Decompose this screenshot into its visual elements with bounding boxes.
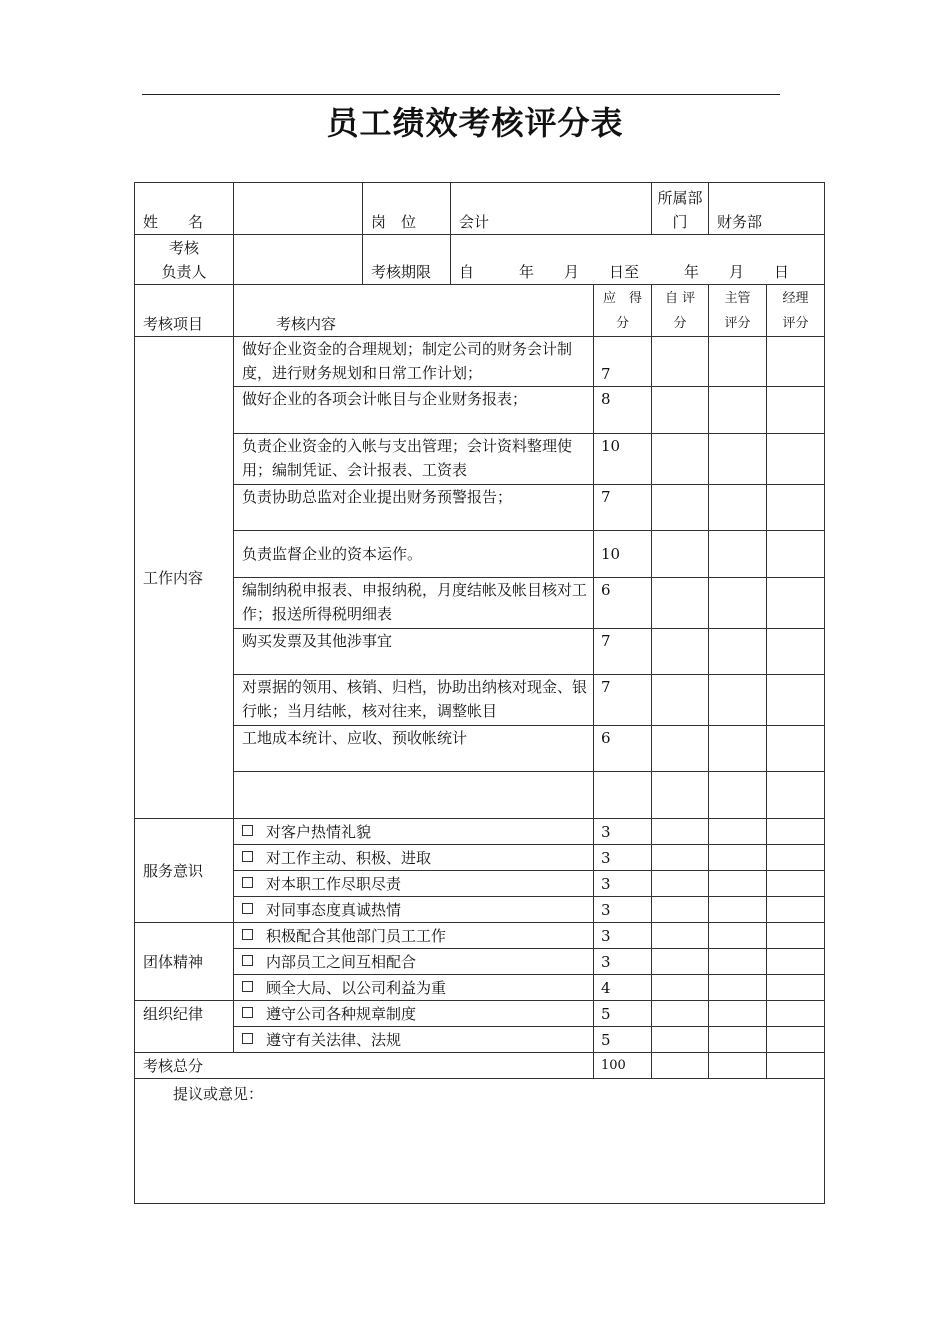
table-row <box>135 629 825 675</box>
total-row <box>135 1053 825 1079</box>
gm-total-cell[interactable] <box>767 1053 825 1079</box>
manager-score-cell[interactable] <box>709 975 767 1001</box>
manager-score-cell[interactable] <box>709 726 767 772</box>
gm-score-cell[interactable] <box>767 772 825 819</box>
checklist-item-text: 对同事态度真诚热情 <box>266 901 402 919</box>
manager-score-cell[interactable] <box>709 923 767 949</box>
self-score-cell[interactable] <box>652 337 709 387</box>
work-item-text: 编制纳税申报表、申报纳税，月度结帐及帐目核对工作；报送所得税明细表 <box>234 578 594 629</box>
header-rule <box>142 94 780 95</box>
reviewer-label-line2: 负责人 <box>161 263 207 281</box>
gm-score-cell[interactable] <box>767 531 825 578</box>
checkbox-icon[interactable] <box>242 825 253 836</box>
self-score-cell[interactable] <box>652 629 709 675</box>
self-score-cell[interactable] <box>652 897 709 923</box>
item-score: 3 <box>594 819 652 845</box>
manager-score-cell[interactable] <box>709 387 767 434</box>
checklist-item <box>234 949 594 975</box>
gm-score-cell[interactable] <box>767 337 825 387</box>
work-item-score: 7 <box>594 675 652 726</box>
self-score-cell[interactable] <box>652 675 709 726</box>
manager-score-cell[interactable] <box>709 434 767 485</box>
dept-field[interactable]: 财务部 <box>709 183 825 235</box>
table-row <box>135 578 825 629</box>
manager-score-cell[interactable] <box>709 675 767 726</box>
self-score-cell[interactable] <box>652 772 709 819</box>
table-row <box>135 871 825 897</box>
period-label: 考核期限 <box>363 235 451 285</box>
gm-score-cell[interactable] <box>767 1001 825 1027</box>
total-score: 100 <box>594 1053 652 1079</box>
gm-score-cell[interactable] <box>767 387 825 434</box>
manager-score-cell[interactable] <box>709 897 767 923</box>
checklist-item <box>234 923 594 949</box>
col-manager-score-header <box>709 285 767 337</box>
self-score-cell[interactable] <box>652 387 709 434</box>
col-mgr-line2: 评分 <box>724 316 751 331</box>
gm-score-cell[interactable] <box>767 975 825 1001</box>
table-row <box>135 1001 825 1027</box>
name-field[interactable] <box>234 183 363 235</box>
item-score: 5 <box>594 1001 652 1027</box>
work-item-text: 做好企业资金的合理规划；制定公司的财务会计制度，进行财务规划和日常工作计划； <box>234 337 594 387</box>
work-item-text: 购买发票及其他涉事宜 <box>234 629 594 675</box>
self-score-cell[interactable] <box>652 871 709 897</box>
checklist-item <box>234 975 594 1001</box>
work-item-score: 8 <box>594 387 652 434</box>
checklist-item <box>234 1027 594 1053</box>
work-item-score: 7 <box>594 629 652 675</box>
checklist-item-text: 遵守有关法律、法规 <box>266 1031 402 1049</box>
self-score-cell[interactable] <box>652 434 709 485</box>
gm-score-cell[interactable] <box>767 675 825 726</box>
self-score-cell[interactable] <box>652 531 709 578</box>
manager-total-cell[interactable] <box>709 1053 767 1079</box>
work-item-score: 10 <box>594 531 652 578</box>
checklist-item-text: 内部员工之间互相配合 <box>266 953 417 971</box>
col-should-score-header <box>594 285 652 337</box>
col-self-score-header <box>652 285 709 337</box>
work-item-text: 负责监督企业的资本运作。 <box>234 531 594 578</box>
col-self-line2: 分 <box>673 316 687 331</box>
work-item-text: 做好企业的各项会计帐目与企业财务报表； <box>234 387 594 434</box>
info-row <box>135 183 825 235</box>
gm-score-cell[interactable] <box>767 726 825 772</box>
checklist-item <box>234 1001 594 1027</box>
self-score-cell[interactable] <box>652 578 709 629</box>
self-score-cell[interactable] <box>652 923 709 949</box>
table-row <box>135 387 825 434</box>
table-row <box>135 897 825 923</box>
self-score-cell[interactable] <box>652 1001 709 1027</box>
manager-score-cell[interactable] <box>709 578 767 629</box>
col-should-line2: 分 <box>616 316 630 331</box>
col-content-header: 考核内容 <box>234 285 594 337</box>
work-item-score: 6 <box>594 726 652 772</box>
remarks-label: 提议或意见： <box>173 1085 264 1103</box>
checkbox-icon[interactable] <box>242 877 253 888</box>
gm-score-cell[interactable] <box>767 949 825 975</box>
table-row <box>135 485 825 531</box>
table-row <box>135 1027 825 1053</box>
checklist-item <box>234 897 594 923</box>
dept-label: 所属部门 <box>652 183 709 235</box>
checklist-item-text: 对本职工作尽职尽责 <box>266 875 402 893</box>
self-score-cell[interactable] <box>652 845 709 871</box>
gm-score-cell[interactable] <box>767 871 825 897</box>
remarks-field[interactable] <box>135 1079 825 1204</box>
page-title: 员工绩效考核评分表 <box>326 104 624 142</box>
checklist-item-text: 遵守公司各种规章制度 <box>266 1005 417 1023</box>
checkbox-icon[interactable] <box>242 929 253 940</box>
period-field[interactable]: 自 年 月 日至 年 月 日 <box>451 235 825 285</box>
section-label-discipline: 组织纪律 <box>135 1001 234 1053</box>
item-score: 3 <box>594 923 652 949</box>
gm-score-cell[interactable] <box>767 434 825 485</box>
self-score-cell[interactable] <box>652 819 709 845</box>
checklist-item-text: 对工作主动、积极、进取 <box>266 849 432 867</box>
self-score-cell[interactable] <box>652 485 709 531</box>
reviewer-label <box>135 235 234 285</box>
reviewer-label-line1: 考核 <box>168 239 199 257</box>
post-field[interactable]: 会计 <box>451 183 652 235</box>
self-score-cell[interactable] <box>652 949 709 975</box>
checklist-item-text: 积极配合其他部门员工工作 <box>266 927 447 945</box>
col-gm-line1: 经理 <box>782 291 809 306</box>
work-item-text: 对票据的领用、核销、归档，协助出纳核对现金、银行帐；当月结帐，核对往来，调整帐目 <box>234 675 594 726</box>
manager-score-cell[interactable] <box>709 949 767 975</box>
checklist-item-text: 对客户热情礼貌 <box>266 823 372 841</box>
name-label: 姓 名 <box>135 183 234 235</box>
checklist-item <box>234 845 594 871</box>
manager-score-cell[interactable] <box>709 819 767 845</box>
gm-score-cell[interactable] <box>767 923 825 949</box>
reviewer-row <box>135 235 825 285</box>
section-label-team: 团体精神 <box>135 923 234 1001</box>
work-item-text: 工地成本统计、应收、预收帐统计 <box>234 726 594 772</box>
gm-score-cell[interactable] <box>767 819 825 845</box>
manager-score-cell[interactable] <box>709 1001 767 1027</box>
section-label-service: 服务意识 <box>135 819 234 923</box>
manager-score-cell[interactable] <box>709 531 767 578</box>
work-item-text: 负责企业资金的入帐与支出管理；会计资料整理使用；编制凭证、会计报表、工资表 <box>234 434 594 485</box>
checklist-item <box>234 819 594 845</box>
item-score: 4 <box>594 975 652 1001</box>
gm-score-cell[interactable] <box>767 485 825 531</box>
manager-score-cell[interactable] <box>709 629 767 675</box>
post-label: 岗 位 <box>363 183 451 235</box>
item-score: 5 <box>594 1027 652 1053</box>
gm-score-cell[interactable] <box>767 897 825 923</box>
total-label: 考核总分 <box>135 1053 594 1079</box>
col-item-header: 考核项目 <box>135 285 234 337</box>
col-should-line1: 应 得 <box>603 291 643 306</box>
gm-score-cell[interactable] <box>767 1027 825 1053</box>
gm-score-cell[interactable] <box>767 845 825 871</box>
col-self-line1: 自 评 <box>664 291 696 306</box>
self-score-cell[interactable] <box>652 726 709 772</box>
table-row <box>135 675 825 726</box>
checklist-item <box>234 871 594 897</box>
checklist-item-text: 顾全大局、以公司利益为重 <box>266 979 447 997</box>
gm-score-cell[interactable] <box>767 578 825 629</box>
table-row <box>135 923 825 949</box>
work-item-score: 10 <box>594 434 652 485</box>
appraisal-table <box>134 182 825 1204</box>
col-mgr-line1: 主管 <box>724 291 751 306</box>
item-score: 3 <box>594 949 652 975</box>
col-gm-line2: 评分 <box>782 316 809 331</box>
work-item-score: 7 <box>594 485 652 531</box>
checkbox-icon[interactable] <box>242 1033 253 1044</box>
item-score: 3 <box>594 871 652 897</box>
table-row <box>135 434 825 485</box>
table-row <box>135 337 825 387</box>
table-row <box>135 949 825 975</box>
col-gm-score-header <box>767 285 825 337</box>
column-header-row <box>135 285 825 337</box>
reviewer-field[interactable] <box>234 235 363 285</box>
checkbox-icon[interactable] <box>242 851 253 862</box>
checkbox-icon[interactable] <box>242 903 253 914</box>
work-item-score[interactable] <box>594 772 652 819</box>
remarks-row <box>135 1079 825 1204</box>
table-row <box>135 726 825 772</box>
work-item-score: 6 <box>594 578 652 629</box>
table-row <box>135 531 825 578</box>
work-item-text[interactable] <box>234 772 594 819</box>
gm-score-cell[interactable] <box>767 629 825 675</box>
self-score-cell[interactable] <box>652 1027 709 1053</box>
self-score-cell[interactable] <box>652 975 709 1001</box>
self-total-cell[interactable] <box>652 1053 709 1079</box>
manager-score-cell[interactable] <box>709 1027 767 1053</box>
work-item-score: 7 <box>594 337 652 387</box>
manager-score-cell[interactable] <box>709 871 767 897</box>
item-score: 3 <box>594 845 652 871</box>
manager-score-cell[interactable] <box>709 485 767 531</box>
section-label-work: 工作内容 <box>135 337 234 819</box>
checkbox-icon[interactable] <box>242 955 253 966</box>
table-row <box>135 975 825 1001</box>
work-item-text: 负责协助总监对企业提出财务预警报告； <box>234 485 594 531</box>
table-row <box>135 772 825 819</box>
manager-score-cell[interactable] <box>709 845 767 871</box>
manager-score-cell[interactable] <box>709 772 767 819</box>
item-score: 3 <box>594 897 652 923</box>
table-row <box>135 819 825 845</box>
table-row <box>135 845 825 871</box>
manager-score-cell[interactable] <box>709 337 767 387</box>
checkbox-icon[interactable] <box>242 1007 253 1018</box>
checkbox-icon[interactable] <box>242 981 253 992</box>
